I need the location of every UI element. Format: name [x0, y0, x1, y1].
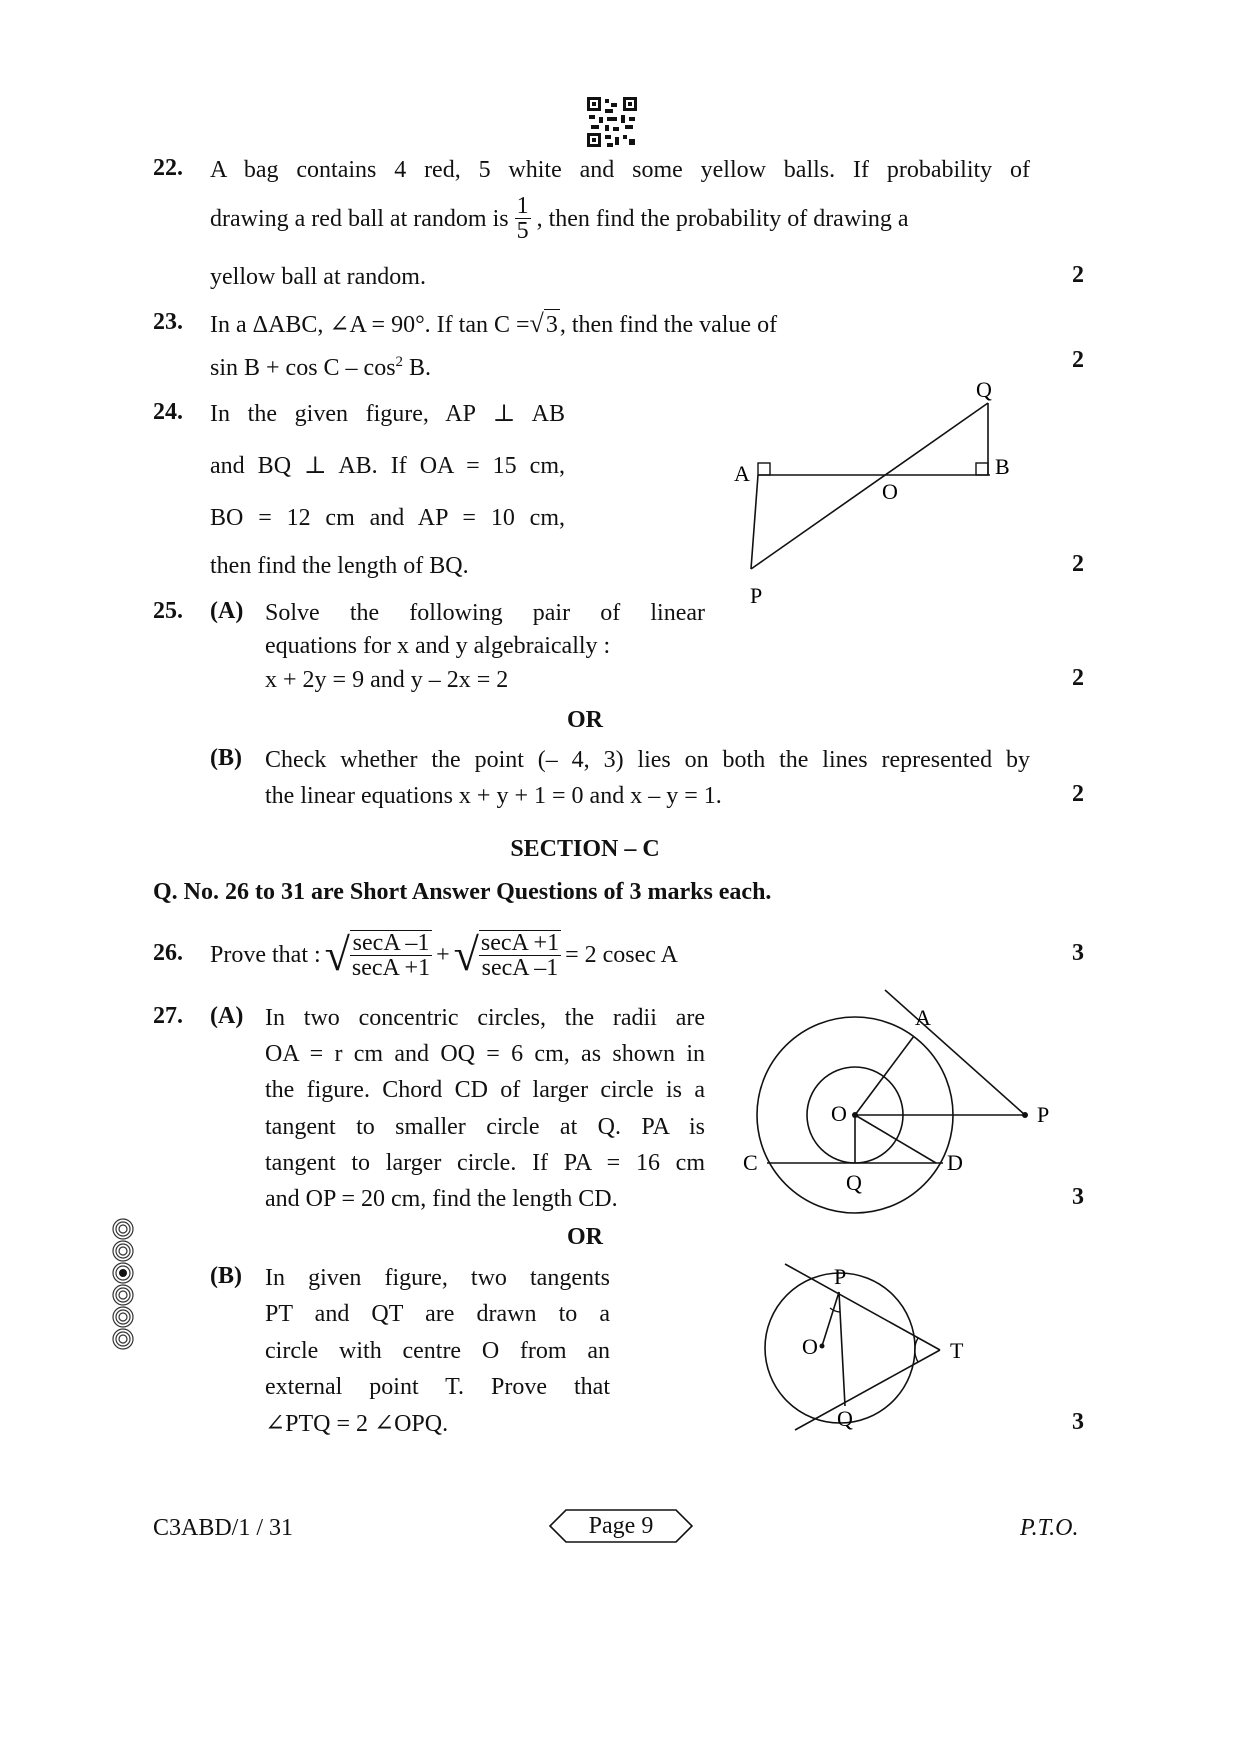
q26-num-1: secA –1 — [350, 931, 432, 956]
q27b-label-t: T — [950, 1338, 964, 1363]
q27-b-line2: PT and QT are drawn to a — [265, 1301, 610, 1327]
q27-number: 27. — [153, 1003, 183, 1029]
q23-number: 23. — [153, 309, 183, 335]
q27-b-label: (B) — [210, 1263, 242, 1289]
q24-line1: In the given figure, AP ⊥ AB — [210, 401, 565, 427]
margin-spiral-marks — [110, 1218, 136, 1358]
q22-frac-num: 1 — [516, 193, 529, 219]
q25-b-line1: Check whether the point (– 4, 3) lies on both the lines represented by — [265, 747, 1030, 773]
q27-b-line3: circle with centre O from an — [265, 1338, 610, 1364]
q24-label-q: Q — [976, 377, 992, 402]
q27-a-label: (A) — [210, 1003, 244, 1029]
q27-b-line4: external point T. Prove that — [265, 1374, 610, 1400]
q27-b-marks: 3 — [1072, 1409, 1084, 1435]
q22-line3: yellow ball at random. — [210, 264, 426, 290]
q26-number: 26. — [153, 940, 183, 966]
q22-marks: 2 — [1072, 262, 1084, 288]
q24-figure — [720, 365, 1020, 615]
q25-number: 25. — [153, 598, 183, 624]
q27-a-figure — [735, 985, 1065, 1225]
q25-a-marks: 2 — [1072, 665, 1084, 691]
q23-line2-b: B. — [403, 355, 432, 381]
q23-marks: 2 — [1072, 347, 1084, 373]
q26-num-2: secA +1 — [480, 930, 560, 956]
q26-den-2: secA –1 — [481, 955, 559, 981]
q24-label-a: A — [734, 461, 750, 486]
q24-line3: BO = 12 cm and AP = 10 cm, — [210, 505, 565, 531]
q27-b-line5: ∠PTQ = 2 ∠OPQ. — [265, 1411, 449, 1437]
q27-a-line4: tangent to smaller circle at Q. PA is — [265, 1114, 705, 1140]
q27a-label-o: O — [831, 1101, 847, 1126]
q25-a-line1: Solve the following pair of linear — [265, 600, 705, 626]
q25-b-marks: 2 — [1072, 781, 1084, 807]
q26-sqrt-2: √ $\frac{\sec A +1}{\sec A -1}$ — [453, 929, 560, 981]
q24-line2: and BQ ⊥ AB. If OA = 15 cm, — [210, 453, 565, 479]
q26-expression — [210, 920, 678, 990]
q27-b-figure — [760, 1258, 1000, 1438]
q26-suffix: = 2 cosec A — [565, 942, 678, 968]
footer-page-number: Page 9 — [588, 1513, 654, 1539]
q26-marks: 3 — [1072, 940, 1084, 966]
q23-line1-b: , then find the value of — [559, 312, 778, 338]
q27a-label-p: P — [1037, 1102, 1050, 1127]
q27a-label-d: D — [947, 1150, 963, 1175]
q22-line2-b: , then find the probability of drawing a — [536, 205, 909, 232]
q23-line2-a: sin B + cos C – cos — [210, 355, 396, 381]
q25-b-line2: the linear equations x + y + 1 = 0 and x – y = 1. — [265, 783, 722, 809]
q27-b-line1: In given figure, two tangents — [265, 1265, 610, 1291]
q25-or: OR — [567, 707, 603, 733]
q24-number: 24. — [153, 399, 183, 425]
q23-line2 — [210, 347, 431, 383]
q27a-label-c: C — [743, 1150, 758, 1175]
q22-line2-a: drawing a red ball at random is — [210, 205, 509, 232]
q27b-label-q: Q — [837, 1406, 853, 1431]
q22-fraction — [515, 194, 531, 243]
q25-b-label: (B) — [210, 745, 242, 771]
q24-line4: then find the length of BQ. — [210, 553, 469, 579]
q27-a-line3: the figure. Chord CD of larger circle is a — [265, 1077, 705, 1103]
q27-a-line5: tangent to larger circle. If PA = 16 cm — [265, 1150, 705, 1176]
q22-line2 — [210, 194, 1030, 243]
q27b-label-p: P — [834, 1264, 847, 1289]
footer-page-badge — [548, 1506, 694, 1546]
q23-root: 3 — [544, 309, 560, 340]
q27-a-line2: OA = r cm and OQ = 6 cm, as shown in — [265, 1041, 705, 1067]
q24-label-o: O — [882, 479, 898, 504]
q26-sqrt-1: √ $\frac{\sec A -1}{\sec A +1}$ — [324, 929, 431, 981]
section-title: SECTION – C — [510, 836, 660, 862]
q22-number: 22. — [153, 155, 183, 181]
q27b-label-o: O — [802, 1334, 818, 1359]
q23-sup: 2 — [395, 354, 404, 370]
q27a-label-a: A — [915, 1005, 931, 1030]
qr-code — [587, 97, 637, 147]
q25-a-line2: equations for x and y algebraically : — [265, 633, 611, 659]
q25-a-label: (A) — [210, 598, 244, 624]
q25-a-line3: x + 2y = 9 and y – 2x = 2 — [265, 667, 509, 693]
q23-line1-a: In a ΔABC, ∠A = 90°. If tan C = — [210, 312, 530, 338]
q27-a-line6: and OP = 20 cm, find the length CD. — [265, 1186, 618, 1212]
q27a-label-q: Q — [846, 1170, 862, 1195]
section-subtitle: Q. No. 26 to 31 are Short Answer Questions of 3 marks each. — [153, 879, 772, 905]
q26-plus: + — [436, 942, 450, 968]
q27-a-line1: In two concentric circles, the radii are — [265, 1005, 705, 1031]
q26-den-1: secA +1 — [351, 955, 431, 981]
q24-label-p: P — [750, 583, 763, 608]
q22-frac-den: 5 — [516, 218, 529, 244]
q24-label-b: B — [995, 454, 1010, 479]
footer-paper-code: C3ABD/1 / 31 — [153, 1515, 294, 1541]
q26-prefix: Prove that : — [210, 942, 321, 968]
q27-a-marks: 3 — [1072, 1184, 1084, 1210]
q27-or: OR — [567, 1224, 603, 1250]
footer-pto: P.T.O. — [1020, 1515, 1079, 1541]
q24-marks: 2 — [1072, 551, 1084, 577]
q23-line1: In a ΔABC, ∠A = 90°. If tan C =√3, then find the value of — [210, 309, 778, 338]
q22-line1: A bag contains 4 red, 5 white and some yellow balls. If probability of — [210, 157, 1030, 183]
